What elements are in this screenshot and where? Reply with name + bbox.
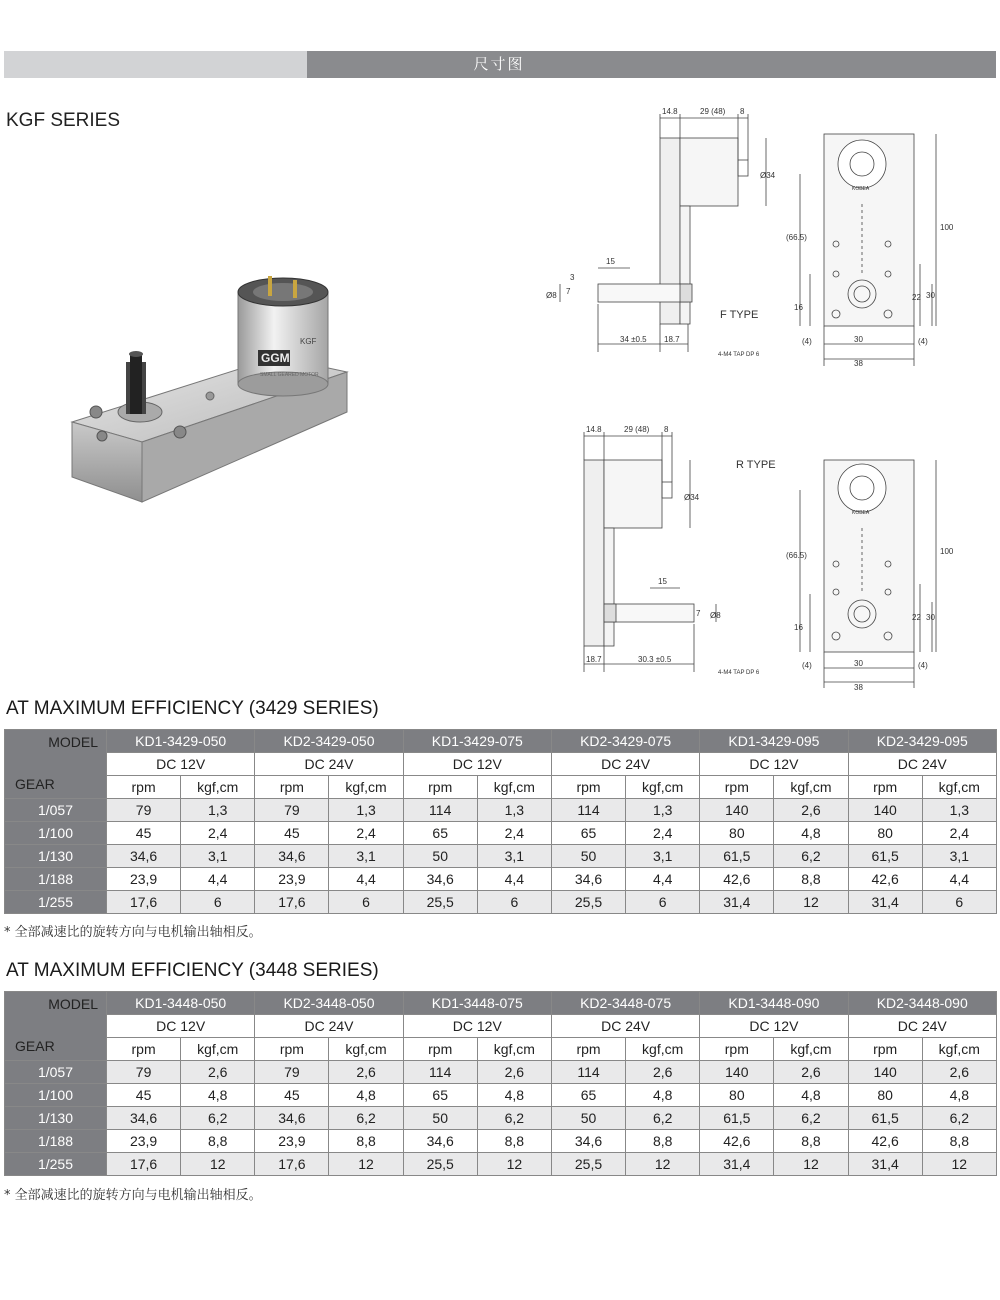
value-cell: 6,2 (329, 1107, 403, 1130)
value-cell: 1,3 (181, 799, 255, 822)
gear-ratio: 1/255 (5, 891, 107, 914)
value-cell: 6,2 (774, 1107, 848, 1130)
dim-label: 100 (940, 547, 954, 556)
unit-torque: kgf,cm (626, 776, 700, 799)
unit-rpm: rpm (255, 776, 329, 799)
voltage-cell: DC 12V (700, 1015, 848, 1038)
gear-ratio: 1/188 (5, 1130, 107, 1153)
tap-note: 4-M4 TAP DP 6 (718, 670, 760, 676)
voltage-cell: DC 24V (848, 1015, 996, 1038)
voltage-cell: DC 24V (255, 753, 403, 776)
value-cell: 8,8 (774, 868, 848, 891)
dim-label: 29 (48) (700, 107, 726, 116)
badge-label: KOBEA (852, 186, 870, 192)
dim-label: 30 (854, 335, 863, 344)
spec-table-3429 (4, 729, 997, 914)
unit-rpm: rpm (848, 1038, 922, 1061)
value-cell: 34,6 (255, 845, 329, 868)
table-row (5, 868, 997, 891)
voltage-cell: DC 12V (403, 1015, 551, 1038)
value-cell: 4,4 (329, 868, 403, 891)
table-row (5, 891, 997, 914)
value-cell: 8,8 (922, 1130, 996, 1153)
dim-label: 18.7 (586, 655, 602, 664)
value-cell: 4,8 (626, 1084, 700, 1107)
dim-label: 22 (912, 613, 921, 622)
value-cell: 34,6 (107, 1107, 181, 1130)
spec-table-3448 (4, 991, 997, 1176)
value-cell: 6,2 (922, 1107, 996, 1130)
series-title: KGF SERIES (6, 110, 121, 131)
value-cell: 61,5 (700, 1107, 774, 1130)
value-cell: 61,5 (848, 845, 922, 868)
dim-label: 14.8 (586, 425, 602, 434)
unit-torque: kgf,cm (774, 776, 848, 799)
voltage-cell: DC 24V (848, 753, 996, 776)
dim-label: Ø8 (546, 291, 557, 300)
dim-label: 34 ±0.5 (620, 335, 647, 344)
value-cell: 42,6 (848, 868, 922, 891)
model-header-row (5, 730, 997, 753)
unit-rpm: rpm (700, 776, 774, 799)
dim-label: 22 (912, 293, 921, 302)
voltage-cell: DC 12V (107, 753, 255, 776)
dim-label: 7 (696, 609, 701, 618)
value-cell: 65 (403, 822, 477, 845)
gear-label: GEAR (15, 776, 55, 792)
value-cell: 25,5 (551, 1153, 625, 1176)
unit-rpm: rpm (403, 1038, 477, 1061)
unit-torque: kgf,cm (329, 1038, 403, 1061)
value-cell: 4,8 (922, 1084, 996, 1107)
header-banner (4, 51, 996, 78)
dim-label: 38 (854, 683, 863, 692)
value-cell: 34,6 (255, 1107, 329, 1130)
dim-label: 18.7 (664, 335, 680, 344)
value-cell: 2,4 (181, 822, 255, 845)
dim-label: 30 (854, 659, 863, 668)
dim-label: 100 (940, 223, 954, 232)
value-cell: 2,4 (626, 822, 700, 845)
value-cell: 79 (107, 1061, 181, 1084)
value-cell: 2,6 (774, 799, 848, 822)
value-cell: 2,6 (922, 1061, 996, 1084)
value-cell: 2,6 (774, 1061, 848, 1084)
model-name: KD1-3429-075 (403, 730, 551, 753)
value-cell: 65 (403, 1084, 477, 1107)
dim-label: 3 (570, 273, 575, 282)
voltage-cell: DC 12V (700, 753, 848, 776)
value-cell: 8,8 (774, 1130, 848, 1153)
dim-label: 30.3 ±0.5 (638, 655, 672, 664)
value-cell: 2,6 (181, 1061, 255, 1084)
value-cell: 17,6 (107, 891, 181, 914)
unit-rpm: rpm (107, 1038, 181, 1061)
value-cell: 114 (551, 1061, 625, 1084)
table-row (5, 1061, 997, 1084)
value-cell: 80 (848, 822, 922, 845)
unit-row (5, 776, 997, 799)
table-row (5, 822, 997, 845)
model-name: KD1-3448-075 (403, 992, 551, 1015)
value-cell: 12 (774, 1153, 848, 1176)
voltage-cell: DC 24V (551, 1015, 699, 1038)
gear-ratio: 1/057 (5, 799, 107, 822)
gear-ratio: 1/130 (5, 845, 107, 868)
voltage-cell: DC 24V (255, 1015, 403, 1038)
value-cell: 34,6 (403, 1130, 477, 1153)
value-cell: 12 (774, 891, 848, 914)
value-cell: 80 (700, 822, 774, 845)
banner-title: 尺寸图 (473, 55, 525, 73)
value-cell: 79 (255, 1061, 329, 1084)
value-cell: 42,6 (848, 1130, 922, 1153)
value-cell: 3,1 (181, 845, 255, 868)
unit-row (5, 1038, 997, 1061)
value-cell: 114 (403, 1061, 477, 1084)
model-name: KD2-3429-095 (848, 730, 996, 753)
value-cell: 23,9 (255, 1130, 329, 1153)
dim-label: (4) (918, 661, 928, 670)
model-header-row (5, 992, 997, 1015)
unit-torque: kgf,cm (181, 776, 255, 799)
value-cell: 17,6 (255, 1153, 329, 1176)
model-gear-header (5, 730, 107, 799)
value-cell: 31,4 (700, 891, 774, 914)
table-row (5, 1130, 997, 1153)
value-cell: 4,4 (922, 868, 996, 891)
value-cell: 31,4 (700, 1153, 774, 1176)
unit-rpm: rpm (255, 1038, 329, 1061)
value-cell: 79 (255, 799, 329, 822)
value-cell: 4,4 (477, 868, 551, 891)
value-cell: 12 (181, 1153, 255, 1176)
model-label: MODEL (48, 996, 98, 1012)
table-row (5, 1153, 997, 1176)
dim-label: Ø8 (710, 611, 721, 620)
value-cell: 79 (107, 799, 181, 822)
cap-label: KGF (300, 337, 317, 346)
dim-label: (4) (802, 337, 812, 346)
voltage-row (5, 753, 997, 776)
value-cell: 6 (181, 891, 255, 914)
value-cell: 4,8 (774, 822, 848, 845)
unit-torque: kgf,cm (477, 776, 551, 799)
value-cell: 45 (107, 1084, 181, 1107)
dim-label: 16 (794, 303, 803, 312)
model-label: MODEL (48, 734, 98, 750)
model-gear-header (5, 992, 107, 1061)
gear-label: GEAR (15, 1038, 55, 1054)
unit-rpm: rpm (107, 776, 181, 799)
value-cell: 8,8 (626, 1130, 700, 1153)
gear-ratio: 1/057 (5, 1061, 107, 1084)
value-cell: 2,6 (626, 1061, 700, 1084)
value-cell: 34,6 (551, 868, 625, 891)
value-cell: 140 (700, 1061, 774, 1084)
type-label: R TYPE (736, 459, 776, 471)
sub-label: SMALL GEARED MOTOR (260, 372, 319, 378)
table-row (5, 1084, 997, 1107)
value-cell: 4,4 (626, 868, 700, 891)
unit-torque: kgf,cm (774, 1038, 848, 1061)
unit-rpm: rpm (551, 776, 625, 799)
dim-label: 16 (794, 623, 803, 632)
dim-label: 8 (664, 425, 669, 434)
value-cell: 8,8 (329, 1130, 403, 1153)
dim-label: 30 (926, 291, 935, 300)
value-cell: 4,4 (181, 868, 255, 891)
model-name: KD2-3448-050 (255, 992, 403, 1015)
table2-note: * 全部减速比的旋转方向与电机输出轴相反。 (4, 1188, 262, 1203)
value-cell: 17,6 (255, 891, 329, 914)
value-cell: 25,5 (551, 891, 625, 914)
voltage-cell: DC 12V (403, 753, 551, 776)
model-name: KD1-3429-095 (700, 730, 848, 753)
value-cell: 4,8 (181, 1084, 255, 1107)
unit-torque: kgf,cm (329, 776, 403, 799)
table1-title: AT MAXIMUM EFFICIENCY (3429 SERIES) (6, 698, 379, 719)
value-cell: 80 (848, 1084, 922, 1107)
unit-torque: kgf,cm (922, 776, 996, 799)
value-cell: 6 (477, 891, 551, 914)
model-name: KD2-3448-075 (551, 992, 699, 1015)
dim-label: 38 (854, 359, 863, 368)
model-name: KD1-3448-090 (700, 992, 848, 1015)
value-cell: 8,8 (477, 1130, 551, 1153)
value-cell: 2,4 (329, 822, 403, 845)
unit-torque: kgf,cm (626, 1038, 700, 1061)
dim-label: 14.8 (662, 107, 678, 116)
value-cell: 2,6 (477, 1061, 551, 1084)
value-cell: 45 (255, 822, 329, 845)
table-row (5, 1107, 997, 1130)
gear-ratio: 1/130 (5, 1107, 107, 1130)
value-cell: 1,3 (477, 799, 551, 822)
value-cell: 4,8 (477, 1084, 551, 1107)
value-cell: 2,4 (477, 822, 551, 845)
value-cell: 61,5 (848, 1107, 922, 1130)
unit-rpm: rpm (700, 1038, 774, 1061)
voltage-cell: DC 12V (107, 1015, 255, 1038)
table-row (5, 845, 997, 868)
value-cell: 65 (551, 1084, 625, 1107)
value-cell: 4,8 (329, 1084, 403, 1107)
dim-label: 7 (566, 287, 571, 296)
value-cell: 31,4 (848, 891, 922, 914)
value-cell: 1,3 (626, 799, 700, 822)
value-cell: 6 (626, 891, 700, 914)
value-cell: 140 (848, 1061, 922, 1084)
model-name: KD2-3448-090 (848, 992, 996, 1015)
type-label: F TYPE (720, 309, 759, 321)
value-cell: 2,4 (922, 822, 996, 845)
dim-label: 29 (48) (624, 425, 650, 434)
tap-note: 4-M4 TAP DP 6 (718, 352, 760, 358)
value-cell: 50 (551, 845, 625, 868)
table1-note: * 全部减速比的旋转方向与电机输出轴相反。 (4, 925, 262, 940)
dim-label: Ø34 (684, 493, 700, 502)
value-cell: 114 (403, 799, 477, 822)
dim-label: (66.5) (786, 551, 807, 560)
value-cell: 61,5 (700, 845, 774, 868)
value-cell: 12 (477, 1153, 551, 1176)
value-cell: 6,2 (181, 1107, 255, 1130)
unit-rpm: rpm (848, 776, 922, 799)
value-cell: 3,1 (477, 845, 551, 868)
model-name: KD1-3448-050 (107, 992, 255, 1015)
voltage-cell: DC 24V (551, 753, 699, 776)
value-cell: 3,1 (329, 845, 403, 868)
value-cell: 25,5 (403, 891, 477, 914)
model-name: KD1-3429-050 (107, 730, 255, 753)
value-cell: 50 (403, 845, 477, 868)
product-photo (62, 262, 362, 512)
value-cell: 23,9 (255, 868, 329, 891)
badge-label: KOBEA (852, 510, 870, 516)
value-cell: 8,8 (181, 1130, 255, 1153)
value-cell: 4,8 (774, 1084, 848, 1107)
dim-label: 8 (740, 107, 745, 116)
value-cell: 6,2 (477, 1107, 551, 1130)
value-cell: 3,1 (922, 845, 996, 868)
voltage-row (5, 1015, 997, 1038)
value-cell: 23,9 (107, 1130, 181, 1153)
dim-label: 15 (606, 257, 615, 266)
value-cell: 12 (922, 1153, 996, 1176)
value-cell: 45 (107, 822, 181, 845)
dim-label: (4) (918, 337, 928, 346)
value-cell: 65 (551, 822, 625, 845)
value-cell: 140 (700, 799, 774, 822)
value-cell: 50 (403, 1107, 477, 1130)
dim-label: (4) (802, 661, 812, 670)
value-cell: 23,9 (107, 868, 181, 891)
value-cell: 42,6 (700, 868, 774, 891)
value-cell: 6,2 (626, 1107, 700, 1130)
dim-label: (66.5) (786, 233, 807, 242)
value-cell: 6,2 (774, 845, 848, 868)
value-cell: 25,5 (403, 1153, 477, 1176)
value-cell: 50 (551, 1107, 625, 1130)
value-cell: 114 (551, 799, 625, 822)
table-row (5, 799, 997, 822)
value-cell: 12 (329, 1153, 403, 1176)
value-cell: 12 (626, 1153, 700, 1176)
unit-rpm: rpm (551, 1038, 625, 1061)
gear-ratio: 1/100 (5, 822, 107, 845)
gear-ratio: 1/100 (5, 1084, 107, 1107)
value-cell: 3,1 (626, 845, 700, 868)
value-cell: 45 (255, 1084, 329, 1107)
dimension-drawing-f-type (540, 104, 1000, 376)
model-name: KD2-3429-075 (551, 730, 699, 753)
unit-torque: kgf,cm (181, 1038, 255, 1061)
value-cell: 6 (329, 891, 403, 914)
dim-label: Ø34 (760, 171, 776, 180)
value-cell: 17,6 (107, 1153, 181, 1176)
unit-torque: kgf,cm (922, 1038, 996, 1061)
unit-torque: kgf,cm (477, 1038, 551, 1061)
dim-label: 30 (926, 613, 935, 622)
value-cell: 2,6 (329, 1061, 403, 1084)
value-cell: 34,6 (403, 868, 477, 891)
value-cell: 140 (848, 799, 922, 822)
value-cell: 1,3 (922, 799, 996, 822)
value-cell: 1,3 (329, 799, 403, 822)
value-cell: 80 (700, 1084, 774, 1107)
dimension-drawing-r-type (540, 424, 1000, 692)
value-cell: 31,4 (848, 1153, 922, 1176)
banner-right-block (307, 51, 996, 78)
value-cell: 34,6 (551, 1130, 625, 1153)
gear-ratio: 1/188 (5, 868, 107, 891)
gear-ratio: 1/255 (5, 1153, 107, 1176)
model-name: KD2-3429-050 (255, 730, 403, 753)
unit-rpm: rpm (403, 776, 477, 799)
brand-label: GGM (261, 351, 290, 365)
table2-title: AT MAXIMUM EFFICIENCY (3448 SERIES) (6, 960, 379, 981)
value-cell: 6 (922, 891, 996, 914)
dim-label: 15 (658, 577, 667, 586)
value-cell: 34,6 (107, 845, 181, 868)
value-cell: 42,6 (700, 1130, 774, 1153)
